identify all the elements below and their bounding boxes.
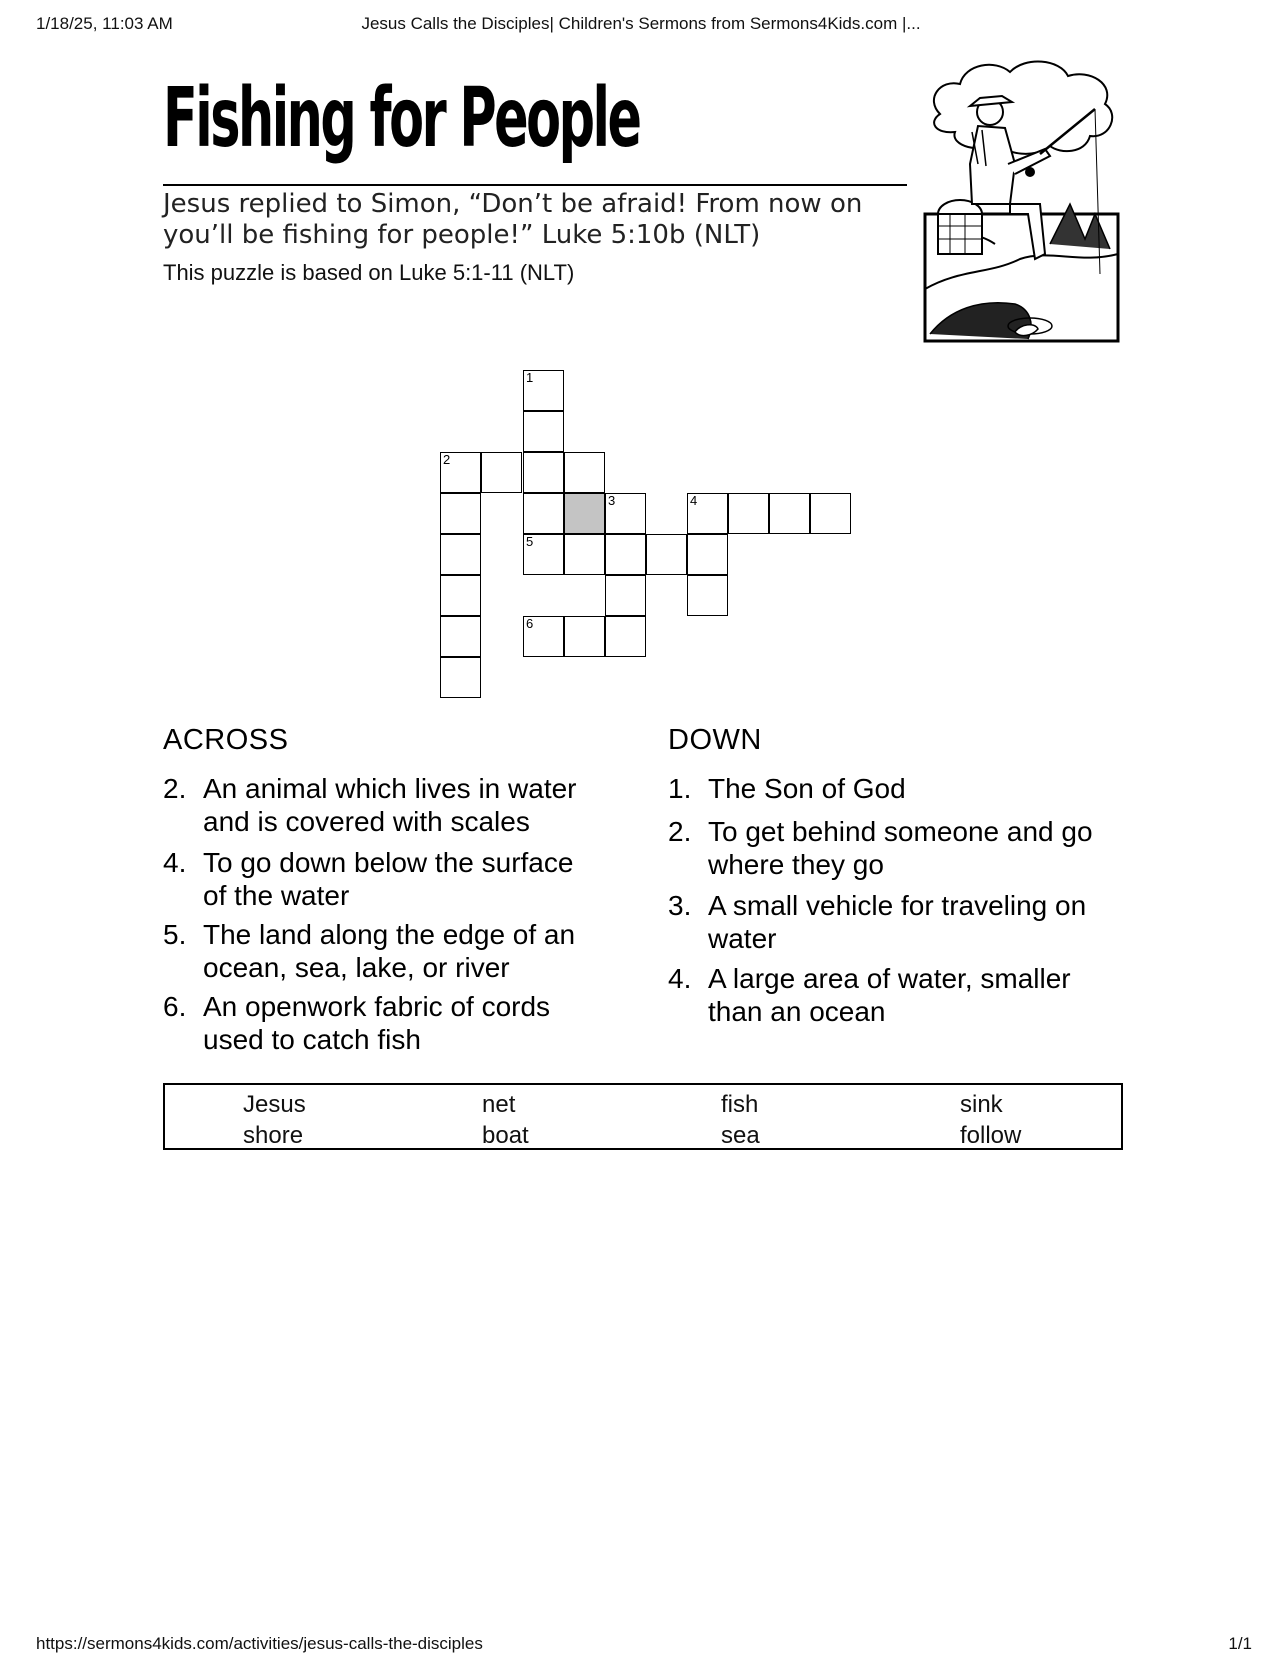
crossword-cell[interactable] bbox=[605, 493, 646, 534]
crossword-cell[interactable] bbox=[523, 411, 564, 452]
clue-num: 4. bbox=[668, 963, 692, 994]
clue-num: 1. bbox=[668, 773, 692, 804]
crossword-cell[interactable] bbox=[687, 493, 728, 534]
across-clue bbox=[163, 772, 603, 838]
down-heading: DOWN bbox=[668, 724, 762, 756]
fisherman-illustration-icon bbox=[920, 54, 1125, 344]
clue-number: 3 bbox=[608, 493, 616, 508]
across-clue bbox=[163, 846, 603, 912]
clue-text: The Son of God bbox=[708, 773, 906, 804]
clue-text: A large area of water, smaller than an ocean bbox=[708, 963, 1071, 1027]
down-clue bbox=[668, 962, 1128, 1028]
clue-number: 5 bbox=[526, 534, 534, 549]
across-clue bbox=[163, 990, 603, 1056]
print-date: 1/18/25, 11:03 AM bbox=[36, 14, 173, 33]
clue-text: The land along the edge of an ocean, sea, lake, or river bbox=[203, 919, 576, 983]
crossword-cell[interactable] bbox=[523, 493, 564, 534]
print-url[interactable]: https://sermons4kids.com/activities/jesus-calls-the-disciples bbox=[36, 1634, 483, 1653]
clue-number: 4 bbox=[690, 493, 698, 508]
crossword-cell[interactable] bbox=[523, 370, 564, 411]
clue-num: 3. bbox=[668, 890, 692, 921]
down-clue bbox=[668, 815, 1128, 881]
clue-num: 2. bbox=[163, 773, 187, 804]
crossword-cell[interactable] bbox=[769, 493, 810, 534]
crossword-blocked-cell bbox=[564, 493, 605, 534]
word-bank-item: boat bbox=[482, 1122, 529, 1149]
across-heading: ACROSS bbox=[163, 724, 289, 756]
word-bank-item: net bbox=[482, 1091, 516, 1118]
word-bank-item: follow bbox=[960, 1122, 1022, 1149]
crossword-cell[interactable] bbox=[564, 534, 605, 575]
crossword-cell[interactable] bbox=[810, 493, 851, 534]
down-clue bbox=[668, 889, 1128, 955]
page-number: 1/1 bbox=[1228, 1634, 1252, 1653]
crossword-cell[interactable] bbox=[564, 616, 605, 657]
clue-text: To go down below the surface of the water bbox=[203, 847, 574, 911]
crossword-cell[interactable] bbox=[440, 657, 481, 698]
crossword-cell[interactable] bbox=[440, 575, 481, 616]
word-bank bbox=[163, 1083, 1123, 1150]
crossword-cell[interactable] bbox=[523, 452, 564, 493]
crossword-cell[interactable] bbox=[440, 534, 481, 575]
crossword-cell[interactable] bbox=[523, 534, 564, 575]
print-page-title: Jesus Calls the Disciples| Children's Sermons from Sermons4Kids.com |... bbox=[361, 14, 921, 33]
across-clue bbox=[163, 918, 603, 984]
clue-number: 6 bbox=[526, 616, 534, 631]
word-bank-item: shore bbox=[243, 1122, 304, 1149]
crossword-cell[interactable] bbox=[646, 534, 687, 575]
clue-num: 2. bbox=[668, 816, 692, 847]
crossword-cell[interactable] bbox=[728, 493, 769, 534]
crossword-cell[interactable] bbox=[523, 616, 564, 657]
clue-text: To get behind someone and go where they go bbox=[708, 816, 1093, 880]
word-bank-item: sink bbox=[960, 1091, 1003, 1118]
crossword-cell[interactable] bbox=[564, 452, 605, 493]
scripture-quote bbox=[163, 189, 923, 251]
crossword-cell[interactable] bbox=[440, 452, 481, 493]
clue-num: 6. bbox=[163, 991, 187, 1022]
quote-line-1: Jesus replied to Simon, “Don’t be afraid! From now on bbox=[163, 189, 863, 219]
crossword-cell[interactable] bbox=[440, 616, 481, 657]
crossword-cell[interactable] bbox=[481, 452, 522, 493]
crossword-cell[interactable] bbox=[687, 534, 728, 575]
word-bank-item: Jesus bbox=[243, 1091, 306, 1118]
clue-text: An openwork fabric of cords used to catch fish bbox=[203, 991, 551, 1055]
clue-text: An animal which lives in water and is covered with scales bbox=[203, 773, 577, 837]
clue-num: 5. bbox=[163, 919, 187, 950]
clue-number: 1 bbox=[526, 370, 534, 385]
down-clue bbox=[668, 772, 1128, 805]
crossword-cell[interactable] bbox=[687, 575, 728, 616]
crossword-cell[interactable] bbox=[605, 575, 646, 616]
clue-number: 2 bbox=[443, 452, 451, 467]
crossword-cell[interactable] bbox=[605, 616, 646, 657]
puzzle-source-note: This puzzle is based on Luke 5:1-11 (NLT) bbox=[163, 260, 575, 285]
title-divider bbox=[163, 184, 907, 186]
puzzle-title: Fishing for People bbox=[163, 71, 640, 166]
clue-num: 4. bbox=[163, 847, 187, 878]
word-bank-item: sea bbox=[721, 1122, 760, 1149]
quote-line-2: you’ll be fishing for people!” Luke 5:10b (NLT) bbox=[163, 220, 761, 250]
crossword-cell[interactable] bbox=[440, 493, 481, 534]
word-bank-item: fish bbox=[721, 1091, 759, 1118]
crossword-cell[interactable] bbox=[605, 534, 646, 575]
clue-text: A small vehicle for traveling on water bbox=[708, 890, 1087, 954]
